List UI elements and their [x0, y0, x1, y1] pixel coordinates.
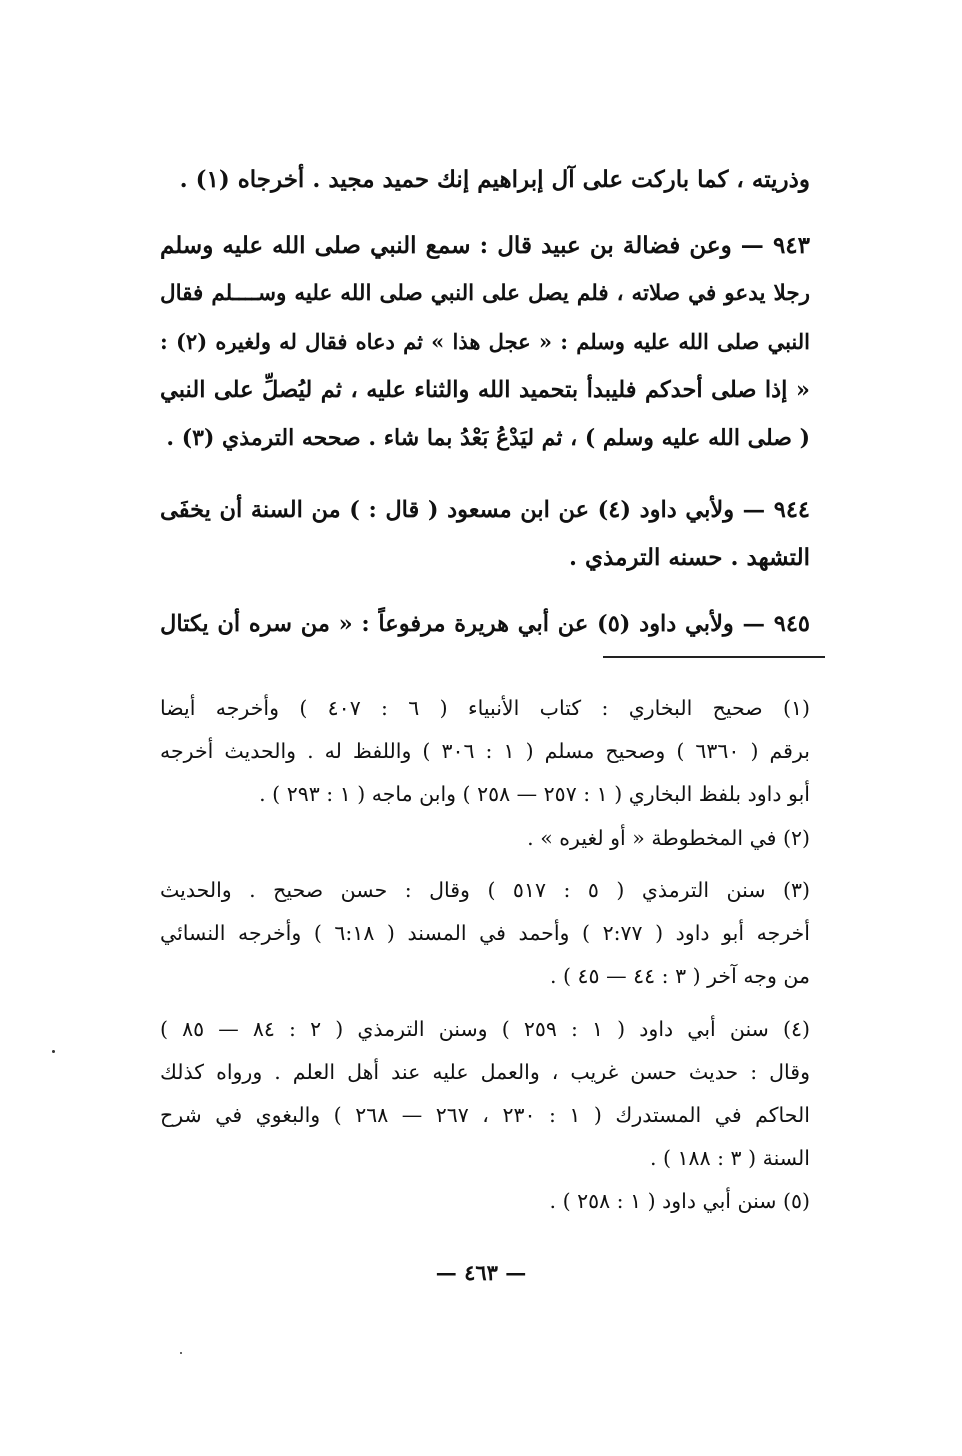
footnote-separator	[603, 656, 825, 658]
paragraph-continuation	[160, 156, 810, 204]
footnote-line: (٥) سنن أبي داود ( ١ : ٢٥٨ ) .	[549, 1189, 810, 1213]
footnote-line: أخرجه أبو داود ( ٢:٧٧ ) وأحمد في المسند ( ٦:١٨ ) وأخرجه النسائي	[160, 921, 810, 945]
text-line: ٩٤٣ — وعن فضالة بن عبيد قال : سمع النبي صلى الله عليه وسلم	[160, 232, 810, 259]
hadith-945	[160, 600, 810, 648]
text-line: رجلا يدعو في صلاته ، فلم يصل على النبي صلى الله عليه وســــلم فقال	[160, 281, 810, 306]
text-line: النبي صلى الله عليه وسلم : « عجل هذا » ثم دعاه فقال له ولغيره (٢) :	[160, 329, 810, 354]
page-number: — ٤٦٣ —	[435, 1260, 527, 1285]
footnote-2	[160, 817, 810, 860]
text-line: وذريته ، كما باركت على آل إبراهيم إنك حميد مجيد . أخرجاه (١) .	[179, 166, 810, 193]
scan-speck	[52, 1050, 55, 1053]
footnote-line: من وجه آخر ( ٣ : ٤٤ — ٤٥ ) .	[549, 964, 810, 988]
footnote-line: وقال : حديث حسن غريب ، والعمل عليه عند أهل العلم . ورواه كذلك	[160, 1060, 810, 1084]
footnote-line: (١) صحيح البخاري : كتاب الأنبياء ( ٦ : ٤٠٧ ) وأخرجه أيضا	[160, 696, 811, 720]
footnote-line: الحاكم في المستدرك ( ١ : ٢٣٠ ، ٢٦٧ — ٢٦٨ ) والبغوي في شرح	[160, 1103, 810, 1127]
footnote-1	[160, 687, 810, 816]
footnote-line: (٤) سنن أبي داود ( ١ : ٢٥٩ ) وسنن الترمذي ( ٢ : ٨٤ — ٨٥ )	[160, 1017, 810, 1041]
hadith-943	[160, 222, 810, 462]
footnote-4	[160, 1008, 810, 1180]
footnote-5	[160, 1180, 810, 1223]
text-line: ٩٤٤ — ولأبي داود (٤) عن ابن مسعود ( قال : ) من السنة أن يخفَى	[160, 497, 810, 523]
text-line: ( صلى الله عليه وسلم ) ، ثم ليَدْعُ بَعْدُ بما شاء . صححه الترمذي (٣) .	[166, 425, 810, 451]
footnote-line: السنة ( ٣ : ١٨٨ ) .	[650, 1146, 810, 1170]
text-line: التشهد . حسنه الترمذي .	[568, 544, 810, 571]
scan-speck	[180, 1352, 182, 1354]
footnote-line: أبو داود بلفظ البخاري ( ١ : ٢٥٧ — ٢٥٨ ) وابن ماجه ( ١ : ٢٩٣ ) .	[259, 782, 810, 806]
hadith-944	[160, 486, 810, 582]
footnote-line: (٣) سنن الترمذي ( ٥ : ٥١٧ ) وقال : حسن صحيح . والحديث	[160, 878, 810, 902]
text-line: « إذا صلى أحدكم فليبدأ بتحميد الله والثناء عليه ، ثم ليُصلِّ على النبي	[160, 377, 810, 403]
footnote-line: برقم ( ٦٣٦٠ ) وصحيح مسلم ( ١ : ٣٠٦ ) واللفظ له . والحديث أخرجه	[160, 739, 810, 763]
text-line: ٩٤٥ — ولأبي داود (٥) عن أبي هريرة مرفوعاً : « من سره أن يكتال	[160, 611, 810, 637]
footnote-line: (٢) في المخطوطة « أو لغيره » .	[527, 826, 810, 850]
footnote-3	[160, 869, 810, 998]
